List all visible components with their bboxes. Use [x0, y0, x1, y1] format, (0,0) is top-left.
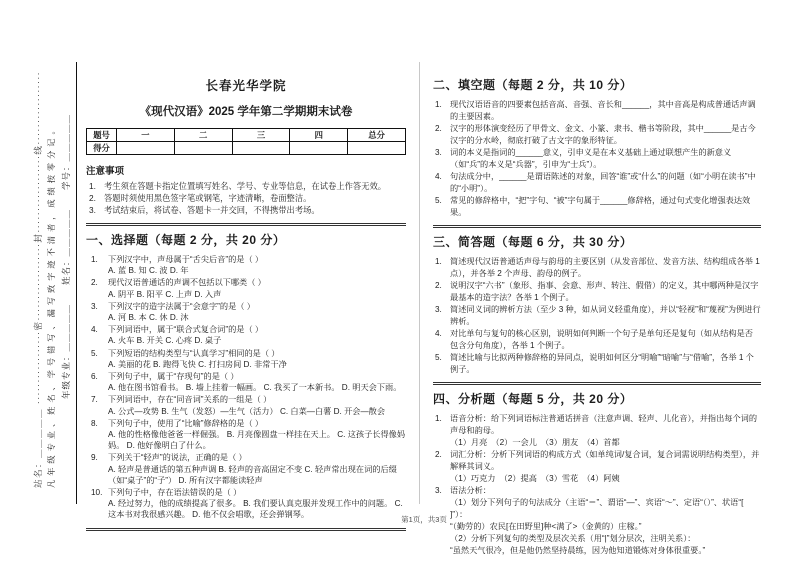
notice-item-number: 1. — [89, 181, 96, 191]
seal-dotted-line: 站名：＿＿＿＿＿ ·················密··················封··················线················· — [33, 70, 43, 488]
short-answer-item — [433, 352, 761, 375]
question-number: 5. — [91, 348, 98, 358]
question-number: 3. — [91, 301, 98, 311]
score-header-part4: 四 — [290, 129, 348, 142]
question-options: A. 美丽的花 B. 跑得飞快 C. 打扫房间 D. 非常干净 — [108, 359, 287, 369]
question-options: A. 经过努力，他的成绩提高了很多。 B. 我们要认真克服并发现工作中的问题。 C. 这本书对我很感兴趣。 D. 他不仅会唱歌，还会弹钢琴。 — [108, 499, 403, 520]
score-header-part1: 一 — [117, 129, 175, 142]
item-text: 语音分析：给下列词语标注普通话拼音（注意声调、轻声、儿化音），并指出每个词的声母和韵母。 — [450, 414, 758, 435]
fill-blank-item — [433, 123, 761, 146]
item-number: 5. — [435, 353, 442, 362]
notice-item-number: 3. — [89, 205, 96, 215]
question-item — [86, 348, 406, 370]
double-rule — [433, 225, 761, 228]
fill-blank-item — [433, 147, 761, 170]
seal-student-fields: 年级专业：＿＿＿＿＿ 姓名：＿＿＿＿＿ 学号：＿＿＿＿＿ — [61, 113, 71, 399]
item-sub-line: “虽然天气很冷，但是他仍然坚持晨练，因为他知道锻炼对身体很重要。” — [450, 545, 706, 555]
score-header-part2: 二 — [174, 129, 232, 142]
item-sub-line: （2）分析下列复句的类型及层次关系（用“|”划分层次，注明关系）： — [450, 533, 696, 543]
section3-title: 三、简答题（每题 6 分，共 30 分） — [433, 235, 633, 249]
question-stem: 下列句子中，存在语法错误的是（ ） — [108, 488, 242, 498]
question-stem: 下列词语中，属于“联合式复合词”的是（ ） — [108, 325, 264, 335]
question-stem: 下列汉字中，声母属于“舌尖后音”的是（ ） — [108, 255, 264, 264]
item-text: 句法成分中，______是谓语陈述的对象，回答“谁”或“什么”的问题（如“小明在读书”中的“小明”）。 — [450, 172, 756, 193]
notice-item — [86, 180, 406, 192]
exam-title: 《现代汉语》2025 学年第二学期期末试卷 — [139, 106, 353, 118]
item-text: 常见的修辞格中，“把”字句、“被”字句属于______修辞格，通过句式变化增强表达效果。 — [450, 196, 751, 217]
double-rule — [86, 223, 406, 226]
item-text: 对比单句与复句的核心区别，说明如何判断一个句子是单句还是复句（如从结构是否包含分句角度），各举 1 个例子。 — [450, 329, 753, 350]
question-item — [86, 394, 406, 416]
right-column — [433, 74, 761, 557]
left-column — [86, 70, 406, 536]
question-number: 10. — [91, 488, 103, 498]
score-row-label: 得分 — [87, 142, 117, 155]
question-number: 8. — [91, 418, 98, 428]
item-text: 词的本义是指词的______意义，引申义是在本义基础上通过联想产生的新意义（如“兵”的本义是“兵器”，引申为“士兵”）。 — [450, 148, 732, 169]
score-cell-empty — [232, 142, 290, 155]
question-options: A. 公式—攻势 B. 生气（发怒）—生气（活力） C. 白菜—白薯 D. 开会—散会 — [108, 406, 386, 416]
question-item — [86, 418, 406, 452]
score-table-score-row — [87, 142, 406, 155]
question-item — [86, 371, 406, 393]
fill-blank-item — [433, 99, 761, 122]
question-stem: 下列关于“轻声”的说法，正确的是（ ） — [108, 453, 247, 463]
item-sub-line: （1）月亮 （2）一会儿 （3）朋友 （4）首都 — [450, 437, 620, 447]
item-number: 1. — [435, 100, 442, 109]
notice-item-number: 2. — [89, 193, 96, 203]
notice-item-text: 考试结束后，将试卷、答题卡一并交回，不得携带出考场。 — [104, 205, 320, 215]
notice-item — [86, 204, 406, 216]
question-item — [86, 277, 406, 299]
question-item — [86, 301, 406, 323]
question-number: 2. — [91, 278, 98, 288]
analysis-item — [433, 413, 761, 448]
column-divider-line — [419, 62, 420, 504]
question-options: A. 他的性格像他爸爸一样倔强。 B. 月亮像圆盘一样挂在天上。 C. 这孩子长得像妈妈。 D. 他好像明白了什么。 — [108, 430, 406, 451]
score-cell-empty — [290, 142, 348, 155]
fill-blank-item — [433, 195, 761, 218]
score-table-header-row — [87, 129, 406, 142]
item-text: 简述现代汉语普通话声母与韵母的主要区别（从发音部位、发音方法、结构组成各举 1 点），并各举 2 个声母、韵母的例子。 — [450, 257, 760, 278]
notice-item — [86, 192, 406, 204]
question-item — [86, 254, 406, 276]
score-cell-empty — [348, 142, 406, 155]
question-stem: 下列句子中，属于“存现句”的是（ ） — [108, 372, 239, 382]
item-text: 汉字的形体演变经历了甲骨文、金文、小篆、隶书、楷书等阶段，其中______是古今汉字的分水岭，彻底打破了古文字的象形特征。 — [450, 124, 756, 145]
school-name: 长春光华学院 — [205, 79, 287, 93]
question-number: 9. — [91, 453, 98, 463]
question-stem: 下列汉字的造字法属于“会意字”的是（ ） — [108, 301, 255, 311]
question-options: A. 阴平 B. 阳平 C. 上声 D. 入声 — [108, 289, 222, 299]
section4-title: 四、分析题（每题 5 分，共 20 分） — [433, 392, 633, 406]
item-text: 简述同义词的辨析方法（至少 3 种，如从词义轻重角度），并以“轻视”和“蔑视”为例进行辨析。 — [450, 305, 761, 326]
item-number: 5. — [435, 196, 442, 205]
question-item — [86, 452, 406, 486]
question-stem: 下列短语的结构类型与“认真学习”相同的是（ ） — [108, 348, 280, 358]
item-number: 2. — [435, 281, 442, 290]
seal-border-line — [76, 62, 77, 504]
section1-title: 一、选择题（每题 2 分，共 20 分） — [86, 233, 286, 247]
analysis-item — [433, 449, 761, 484]
question-number: 7. — [91, 395, 98, 405]
question-options: A. 河 B. 本 C. 休 D. 沐 — [108, 313, 189, 323]
notice-item-text: 考生须在答题卡指定位置填写姓名、学号、专业等信息，在试卷上作答无效。 — [104, 181, 387, 191]
score-header-total: 总分 — [348, 129, 406, 142]
item-text: 现代汉语语音的四要素包括音高、音强、音长和______，其中音高是构成普通话声调的主要因素。 — [450, 100, 756, 121]
item-text: 简述比喻与比拟两种修辞格的异同点，说明如何区分“明喻”“暗喻”与“借喻”，各举 1 个例子。 — [450, 353, 754, 374]
item-text: 语法分析： — [450, 486, 491, 495]
item-number: 3. — [435, 305, 442, 314]
item-number: 2. — [435, 124, 442, 133]
question-options: A. 他在图书馆看书。 B. 墙上挂着一幅画。 C. 我买了一本新书。 D. 明天会下雨。 — [108, 383, 402, 393]
page-footer: 第1页，共3页 — [401, 515, 447, 524]
double-rule — [433, 382, 761, 385]
question-options: A. 轻声是普通话的第五种声调 B. 轻声的音高固定不变 C. 轻声常出现在词的后缀（如“桌子”的“子”） D. 所有汉字都能读轻声 — [108, 464, 397, 485]
fill-blank-item — [433, 171, 761, 194]
item-number: 4. — [435, 329, 442, 338]
item-number: 1. — [435, 414, 442, 423]
question-options: A. 火车 B. 开关 C. 心疼 D. 桌子 — [108, 336, 222, 346]
question-item — [86, 324, 406, 346]
double-rule — [86, 528, 406, 531]
short-answer-item — [433, 280, 761, 303]
section2-title: 二、填空题（每题 2 分，共 10 分） — [433, 78, 633, 92]
item-number: 1. — [435, 257, 442, 266]
question-stem: 下列词语中，存在“同音词”关系的一组是（ ） — [108, 395, 272, 405]
question-number: 1. — [91, 255, 98, 264]
short-answer-item — [433, 328, 761, 351]
item-number: 3. — [435, 486, 442, 495]
short-answer-item — [433, 304, 761, 327]
item-text: 说明汉字“六书”（象形、指事、会意、形声、转注、假借）的定义，其中哪两种是汉字最基本的造字法？各举 1 个例子。 — [450, 281, 759, 302]
item-number: 2. — [435, 450, 442, 459]
score-cell-empty — [117, 142, 175, 155]
item-sub-line: （1）划分下列句子的句法成分（主语“＝”、谓语“—”、宾语“～”、定语“（）”、状语“[ ]”）： — [450, 498, 744, 519]
question-stem: 现代汉语普通话的声调不包括以下哪类（ ） — [108, 278, 266, 288]
notice-item-text: 答题时须使用黑色签字笔或钢笔，字迹清晰，卷面整洁。 — [104, 193, 312, 203]
item-number: 3. — [435, 148, 442, 157]
short-answer-item — [433, 256, 761, 279]
score-header-timu: 题号 — [87, 129, 117, 142]
question-number: 4. — [91, 325, 98, 335]
item-number: 4. — [435, 172, 442, 181]
score-header-part3: 三 — [232, 129, 290, 142]
question-stem: 下列句子中，使用了“比喻”修辞格的是（ ） — [108, 418, 264, 428]
item-text: 词汇分析：分析下列词语的构成方式（如单纯词/复合词，复合词需说明结构类型），并解释其词义。 — [450, 450, 760, 471]
question-options: A. 蓝 B. 知 C. 波 D. 年 — [108, 266, 189, 276]
score-cell-empty — [174, 142, 232, 155]
item-sub-line: “（勤劳的）农民[在田野里]种<满了>（金黄的）庄稼。” — [450, 521, 642, 531]
score-table — [86, 128, 406, 155]
item-sub-line: （1）巧克力 （2）提高 （3）雪花 （4）阿姨 — [450, 473, 620, 483]
question-number: 6. — [91, 372, 98, 382]
notice-title: 注意事项 — [86, 166, 125, 177]
seal-warning-text: 凡年级专业、姓名、学号错写、漏写致字迹不清者，成绩按零分记。 — [47, 122, 56, 488]
